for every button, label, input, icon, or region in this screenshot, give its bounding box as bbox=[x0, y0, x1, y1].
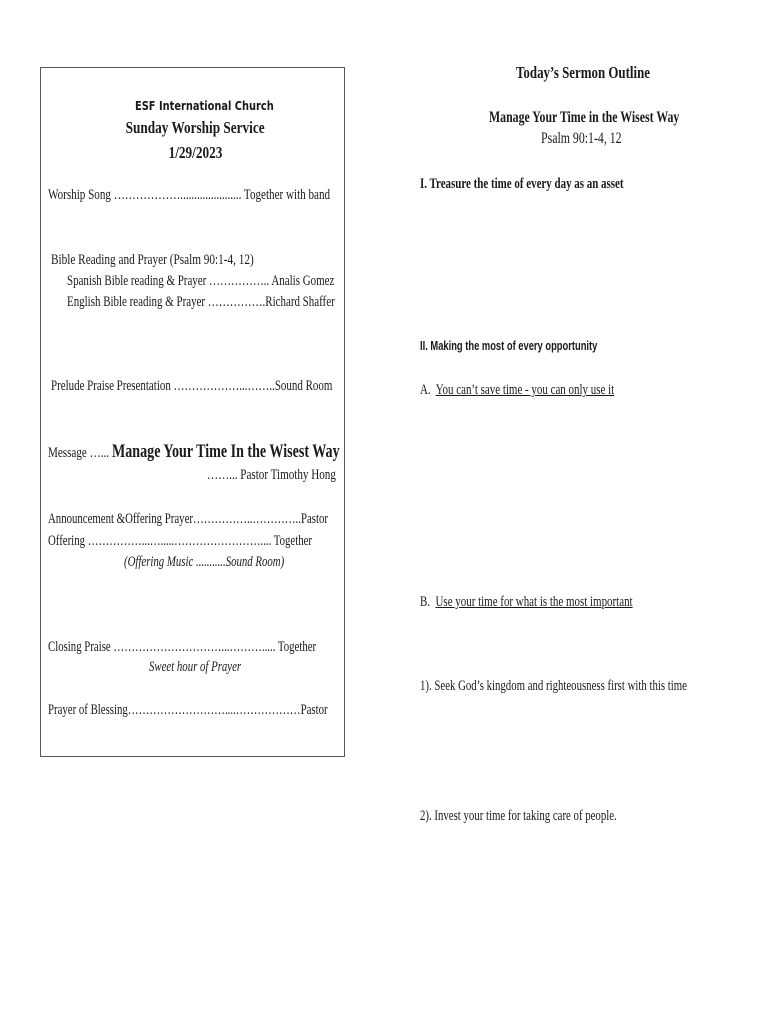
outline-sub-1: 1). Seek God’s kingdom and righteousness first with this time bbox=[420, 678, 687, 694]
outline-point-a bbox=[420, 382, 686, 399]
closing-song: Sweet hour of Prayer bbox=[149, 659, 242, 675]
outline-title: Today’s Sermon Outline bbox=[516, 63, 651, 82]
prelude-row: Prelude Praise Presentation ………………...……..Sound Room bbox=[51, 378, 333, 394]
bible-reading-row: Bible Reading and Prayer (Psalm 90:1-4, 12) bbox=[51, 252, 254, 268]
service-title: Sunday Worship Service bbox=[125, 118, 265, 137]
point-a-prefix: A. bbox=[420, 382, 431, 398]
closing-praise-row: Closing Praise …………………………...………..... Together bbox=[48, 639, 317, 655]
english-reading-row: English Bible reading & Prayer …………….Richard Shaffer bbox=[67, 294, 335, 310]
service-date: 1/29/2023 bbox=[168, 143, 222, 162]
sermon-scripture: Psalm 90:1-4, 12 bbox=[541, 130, 622, 147]
message-label: Message …... bbox=[48, 445, 110, 461]
offering-music: (Offering Music ...........Sound Room) bbox=[124, 554, 285, 570]
offering-row: Offering ……………...….....…………………….... Together bbox=[48, 533, 313, 549]
point-a-text: You can’t save time - you can only use it bbox=[435, 382, 615, 398]
point-b-prefix: B. bbox=[420, 594, 431, 610]
worship-song-row: Worship Song ………………...................... Together with band bbox=[48, 187, 331, 203]
point-b-text: Use your time for what is the most important bbox=[435, 594, 633, 610]
outline-point-2: II. Making the most of every opportunity bbox=[420, 338, 598, 353]
message-speaker: ……... Pastor Timothy Hong bbox=[207, 467, 336, 483]
outline-sub-2: 2). Invest your time for taking care of people. bbox=[420, 808, 617, 824]
sermon-title: Manage Your Time in the Wisest Way bbox=[489, 109, 680, 126]
outline-point-1: I. Treasure the time of every day as an asset bbox=[420, 176, 624, 192]
announcement-row: Announcement &Offering Prayer……………..…………..Pastor bbox=[48, 511, 328, 527]
outline-point-b bbox=[420, 594, 711, 611]
message-row bbox=[48, 441, 442, 463]
church-name: ESF International Church bbox=[135, 99, 274, 113]
spanish-reading-row: Spanish Bible reading & Prayer …………….. Analis Gomez bbox=[67, 273, 335, 289]
message-title: Manage Your Time In the Wisest Way bbox=[112, 441, 340, 462]
blessing-row: Prayer of Blessing………………………....………………Pastor bbox=[48, 702, 328, 718]
